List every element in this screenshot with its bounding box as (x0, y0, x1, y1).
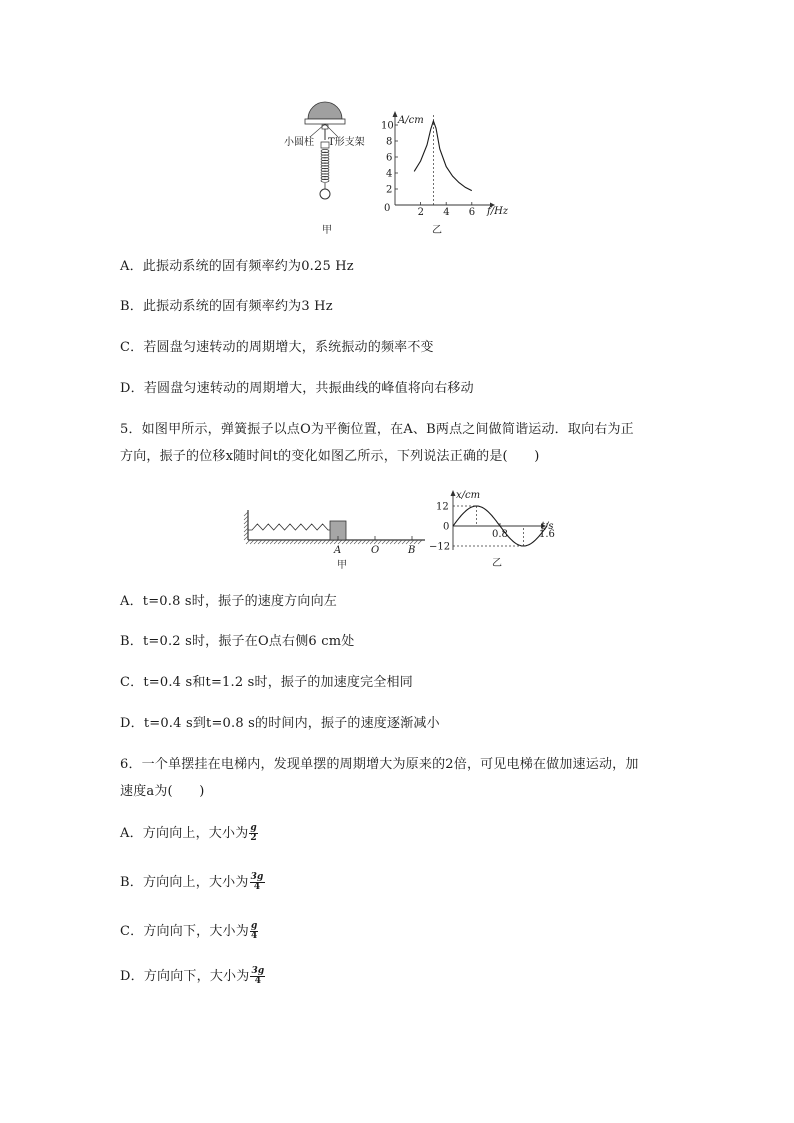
x-axis-label: f/Hz (487, 206, 509, 217)
x-tick-label: 4 (443, 207, 450, 218)
spring-oscillator-svg (240, 486, 560, 576)
y-axis-arrow (393, 111, 398, 117)
oscillator-ball (320, 189, 330, 199)
q4-option-d: D．若圆盘匀速转动的周期增大，共振曲线的峰值将向右移动 (120, 381, 474, 396)
y-tick-label: 12 (436, 501, 449, 513)
caption-jia: 甲 (322, 225, 332, 236)
q6-option-c (120, 922, 258, 941)
y-tick-label: 10 (381, 120, 394, 132)
label-b: B (408, 545, 416, 556)
q6-stem-line1: 6．一个单摆挂在电梯内，发现单摆的周期增大为原来的2倍，可见电梯在做加速运动，加 (120, 757, 639, 772)
label-o: O (371, 545, 380, 556)
resonance-figure (280, 95, 520, 240)
label-a: A (334, 545, 342, 556)
disc-base (305, 119, 345, 124)
q6-option-a (120, 824, 258, 843)
hatch-line (244, 524, 248, 528)
q4-option-c: C．若圆盘匀速转动的周期增大，系统振动的频率不变 (120, 340, 434, 355)
rotating-disc (308, 102, 342, 119)
oscillator-diagram (244, 510, 425, 571)
y-tick-label: 4 (386, 168, 393, 180)
q6-option-b-text: B．方向向上，大小为 (120, 875, 249, 890)
x-tick-label: 2 (417, 207, 424, 218)
q6-option-a-text: A．方向向上，大小为 (120, 826, 249, 841)
fraction-numerator: 3g (251, 966, 265, 976)
fraction-denominator: 4 (253, 882, 261, 892)
y-axis-label: A/cm (398, 115, 424, 126)
fraction-denominator: 2 (250, 833, 257, 843)
q5-option-a: A．t=0.8 s时，振子的速度方向向左 (120, 594, 337, 609)
fraction-numerator: g (250, 823, 257, 833)
fraction-denominator: 4 (254, 976, 262, 986)
xt-ticks (429, 501, 555, 552)
y-tick-label: 2 (386, 184, 393, 196)
hatch-line (244, 536, 248, 540)
wall-hatch (244, 512, 248, 540)
q5-option-b: B．t=0.2 s时，振子在O点右侧6 cm处 (120, 634, 355, 649)
resonance-curve (414, 121, 472, 191)
q5-stem-line1: 5．如图甲所示，弹簧振子以点O为平衡位置，在A、B两点之间做简谐运动．取向右为正 (120, 422, 634, 437)
q6-stem-line2: 速度a为( ) (120, 784, 205, 799)
q6-option-d-fraction (250, 967, 265, 986)
spring-oscillator-figure (240, 486, 560, 576)
q6-option-a-fraction (249, 824, 258, 843)
spring-apparatus (284, 102, 365, 236)
x-tick-label: 6 (468, 207, 476, 218)
bracket-leader (325, 124, 338, 137)
fraction-numerator: g (250, 921, 258, 931)
fraction-numerator: 3g (250, 872, 264, 882)
resonance-figure-svg (280, 95, 520, 240)
displacement-time-chart (429, 490, 555, 569)
q6-option-d (120, 967, 265, 986)
x-tick-label: 1.6 (539, 529, 555, 540)
q5-stem-line2: 方向，振子的位移x随时间t的变化如图乙所示，下列说法正确的是( ) (120, 449, 540, 464)
resonance-chart (381, 111, 509, 236)
horizontal-spring (248, 524, 330, 530)
hatch-line (244, 512, 248, 516)
q5-option-d: D．t=0.4 s到t=0.8 s的时间内，振子的速度逐渐减小 (120, 716, 440, 731)
xt-x-label: t/s (541, 521, 554, 532)
q6-option-c-fraction (250, 922, 259, 941)
q6-option-b-fraction (250, 873, 265, 892)
fraction-denominator: 4 (250, 931, 258, 941)
xt-y-label: x/cm (456, 490, 481, 501)
hatch-line (244, 516, 248, 520)
y-tick-label: 6 (386, 152, 393, 164)
cylinder-leader (310, 124, 325, 137)
q4-option-a: A．此振动系统的固有频率约为0.25 Hz (120, 259, 354, 274)
q6-option-d-text: D．方向向下，大小为 (120, 969, 250, 984)
caption-jia-5: 甲 (337, 560, 347, 571)
x-axis-vert-arrow (451, 490, 456, 496)
caption-yi-5: 乙 (492, 558, 502, 569)
y-tick-label: 0 (443, 521, 450, 533)
hatch-line (244, 520, 248, 524)
y-tick-label: 8 (386, 136, 393, 148)
label-small-cylinder: 小圆柱 (284, 137, 314, 148)
label-t-bracket: T形支架 (328, 137, 365, 148)
y-tick-label: −12 (429, 541, 451, 553)
q6-option-c-text: C．方向向下，大小为 (120, 924, 249, 939)
spring (321, 149, 329, 182)
hatch-line (244, 528, 248, 532)
x-tick-label: 0.8 (492, 529, 508, 540)
hatch-line (244, 532, 248, 536)
q5-option-c: C．t=0.4 s和t=1.2 s时，振子的加速度完全相同 (120, 675, 413, 690)
origin-label: 0 (384, 203, 391, 214)
q4-option-b: B．此振动系统的固有频率约为3 Hz (120, 299, 333, 314)
caption-yi: 乙 (432, 225, 442, 236)
q6-option-b (120, 873, 265, 892)
